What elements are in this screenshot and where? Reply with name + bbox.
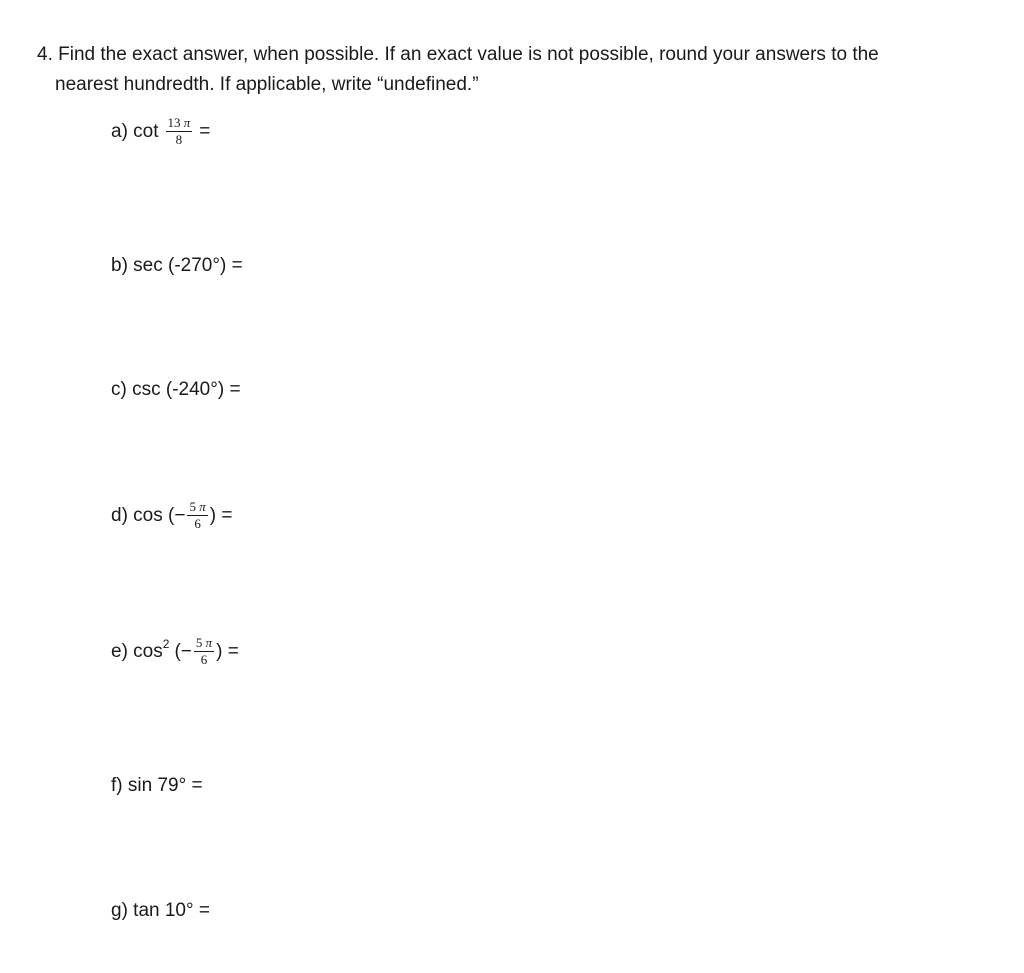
exponent: 2 — [162, 636, 170, 651]
item-d — [111, 500, 232, 531]
item-b — [111, 254, 243, 278]
fraction-numerator: 13 π — [167, 115, 191, 130]
item-a-equals: = — [199, 120, 211, 142]
item-a — [111, 116, 210, 147]
item-b-text: b) sec (-270°) = — [111, 255, 243, 276]
item-e — [111, 636, 239, 667]
fraction-numerator: 5 π — [195, 635, 213, 650]
fraction-13pi-over-8 — [166, 116, 193, 147]
item-e-tail: ) = — [216, 640, 239, 662]
item-d-label: d) cos (− — [111, 504, 186, 526]
fraction-denominator: 6 — [200, 652, 208, 667]
item-c — [111, 378, 241, 402]
question-line-2: nearest hundredth. If applicable, write “undefined.” — [55, 74, 479, 95]
item-e-open: (− — [174, 640, 192, 662]
fraction-5pi-over-6 — [194, 636, 214, 667]
question-line-1: 4. Find the exact answer, when possible. If an exact value is not possible, round your answers to the — [37, 44, 879, 65]
item-c-text: c) csc (-240°) = — [111, 379, 241, 400]
item-e-label: e) cos — [111, 640, 163, 662]
item-f — [111, 774, 203, 798]
fraction-numerator: 5 π — [189, 499, 206, 514]
item-f-text: f) sin 79° = — [111, 775, 203, 796]
question-prompt — [37, 40, 997, 100]
item-g — [111, 899, 210, 923]
fraction-denominator: 6 — [194, 516, 201, 531]
fraction-5pi-over-6 — [187, 500, 207, 531]
item-g-text: g) tan 10° = — [111, 900, 210, 921]
item-a-label: a) cot — [111, 120, 159, 142]
fraction-denominator: 8 — [175, 132, 183, 147]
item-d-tail: ) = — [209, 504, 233, 526]
